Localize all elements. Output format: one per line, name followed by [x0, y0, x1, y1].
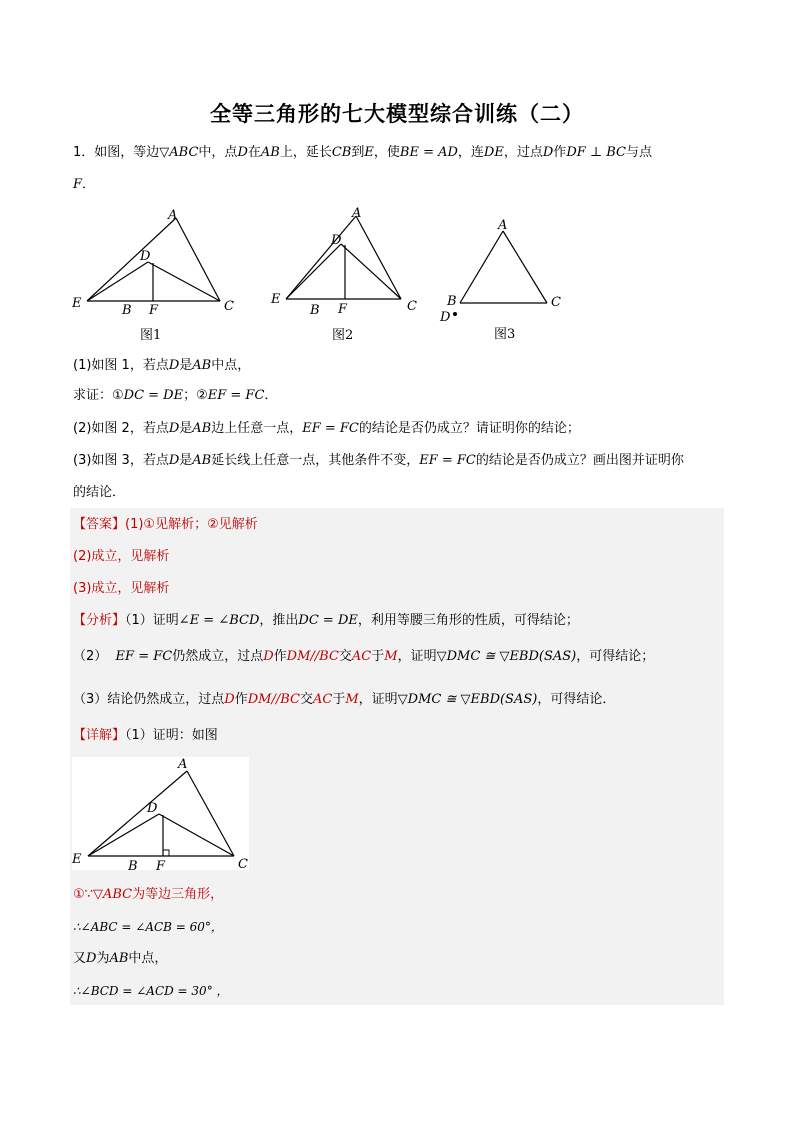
figure-1: [66, 206, 246, 346]
fig3-triangle: [460, 231, 547, 303]
text: ，证明: [397, 649, 437, 664]
question-1-line-1: [73, 357, 250, 375]
math: D: [168, 358, 180, 373]
math: E: [364, 145, 374, 160]
detail-step-3: [73, 950, 167, 968]
detail-label-C: C: [238, 857, 248, 872]
text: ，使: [373, 145, 400, 160]
fig1-label-D: D: [140, 249, 151, 264]
text: (2)成立，见解析: [73, 549, 170, 564]
math: EF = FC: [302, 421, 359, 436]
detail-line-1: [73, 727, 218, 745]
detail-step-4: [73, 982, 229, 1000]
math: AC: [313, 692, 333, 707]
math: CB: [331, 145, 352, 160]
detail-triangle: [88, 771, 234, 856]
text: 边上任意一点，: [211, 421, 303, 436]
fig3-side-AB: [460, 231, 503, 303]
text: 中点，: [211, 358, 251, 373]
question-1-line-2: [73, 387, 277, 405]
math: AB: [192, 421, 212, 436]
text: (1)①见解析；②见解析: [125, 517, 258, 532]
text: 作: [273, 649, 287, 664]
text: ，连: [457, 145, 484, 160]
fig2-label-A: A: [352, 206, 362, 221]
text: 又: [73, 951, 87, 966]
math: EF = FC: [115, 649, 173, 664]
question-3-line-1: [73, 452, 684, 470]
math: DM//BC: [286, 649, 339, 664]
detail-segment-DE: [88, 814, 159, 856]
math: ▽ABC: [92, 887, 133, 902]
text: 的结论是否仍成立？请证明你的结论；: [358, 421, 580, 436]
text: 在: [247, 145, 261, 160]
detail-figure: [72, 757, 249, 874]
answer-line-3: [73, 580, 169, 598]
math: DF ⊥ BC: [566, 145, 626, 160]
text: ①∵: [73, 887, 93, 902]
math: EF = FC: [207, 388, 265, 403]
text: ．: [82, 177, 96, 192]
detail-step-1: [73, 886, 223, 904]
text: 交: [299, 692, 313, 707]
fig2-label-D: D: [331, 233, 342, 248]
text: (3)如图 3，若点: [73, 453, 169, 468]
text: ，利用等腰三角形的性质，可得结论；: [357, 613, 579, 628]
math: D: [86, 951, 97, 966]
fig2-caption: 图2: [332, 328, 354, 343]
fig1-label-C: C: [224, 299, 234, 314]
fig2-label-B: B: [310, 303, 320, 318]
fig2-label-E: E: [271, 292, 281, 307]
text: (2)如图 2，若点: [73, 421, 169, 436]
math: AB: [109, 951, 129, 966]
detail-right-angle-mark: [163, 850, 169, 856]
math: ∴∠BCD = ∠ACD = 30° ，: [73, 984, 229, 998]
math: EF = FC: [419, 453, 476, 468]
detail-step-2: [73, 918, 223, 936]
math: D: [542, 145, 554, 160]
analysis-line-1: [73, 612, 579, 630]
fig3-caption: 图3: [494, 327, 516, 342]
problem-line-1: [73, 144, 652, 162]
text: 是: [179, 453, 193, 468]
analysis-line-2: [73, 648, 654, 666]
math: DM//BC: [247, 692, 300, 707]
detail-label-A: A: [178, 757, 188, 772]
text: 为: [96, 951, 110, 966]
text: 作: [234, 692, 248, 707]
answer-tag: 【答案】: [73, 517, 126, 532]
math: D: [224, 692, 235, 707]
math: DC = DE: [298, 613, 358, 628]
text: ．: [264, 388, 278, 403]
math: ▽DMC ≅ ▽EBD(SAS): [436, 649, 577, 664]
fig1-segment-DE: [87, 262, 148, 301]
detail-label-F: F: [156, 859, 166, 874]
fig1-label-A: A: [168, 208, 178, 223]
fig2-side-AC: [356, 216, 401, 299]
fig3-side-AC: [503, 231, 547, 303]
text: 到: [351, 145, 365, 160]
text: （1）证明: [125, 613, 179, 628]
math: M: [345, 692, 359, 707]
math: ▽ABC: [159, 145, 199, 160]
text: ，推出: [259, 613, 299, 628]
fig1-label-E: E: [72, 296, 82, 311]
math: BE = AD: [399, 145, 458, 160]
math: AC: [351, 649, 372, 664]
math: AB: [192, 453, 212, 468]
question-3-line-2: [73, 484, 125, 502]
fig1-caption: 图1: [140, 328, 162, 343]
text: ，可得结论；: [576, 649, 655, 664]
math: DE: [483, 145, 504, 160]
problem-line-2: [73, 176, 95, 194]
math: D: [168, 453, 180, 468]
text: 的结论是否仍成立？画出图并证明你: [475, 453, 684, 468]
analysis-tag: 【分析】: [73, 613, 126, 628]
detail-label-B: B: [128, 859, 138, 874]
text: 的结论．: [73, 485, 126, 500]
answer-line-1: [73, 516, 258, 534]
figure-3: [437, 215, 567, 345]
text: 中点，: [128, 951, 168, 966]
math: D: [237, 145, 248, 160]
text: 是: [179, 358, 193, 373]
fig2-triangle: [286, 216, 401, 299]
fig2-label-C: C: [407, 299, 417, 314]
text: （3）结论仍然成立，过点: [73, 692, 225, 707]
math: D: [263, 649, 274, 664]
question-2: [73, 420, 580, 438]
text: 为等边三角形，: [132, 887, 224, 902]
math: AB: [260, 145, 280, 160]
math: ∴∠ABC = ∠ACB = 60°，: [73, 920, 223, 934]
text: (3)成立，见解析: [73, 581, 170, 596]
page-title: 全等三角形的七大模型综合训练（二）: [210, 102, 584, 126]
text: 仍然成立，过点: [172, 649, 264, 664]
detail-side-AB: [88, 771, 187, 856]
math: M: [384, 649, 398, 664]
fig3-label-A: A: [498, 218, 508, 233]
detail-label-E: E: [72, 852, 82, 867]
text: 与点: [626, 145, 653, 160]
fig1-label-B: B: [122, 303, 132, 318]
text: 于: [371, 649, 385, 664]
fig3-point-D: [453, 312, 457, 316]
figure-2: [266, 204, 426, 346]
fig2-label-F: F: [338, 302, 348, 317]
math: ∠E = ∠BCD: [178, 613, 260, 628]
fig3-label-D: D: [440, 310, 451, 325]
math: ▽DMC ≅ ▽EBD(SAS): [397, 692, 538, 707]
fig1-label-F: F: [149, 303, 159, 318]
analysis-line-3: [73, 691, 615, 709]
detail-label-D: D: [147, 801, 158, 816]
text: 交: [338, 649, 352, 664]
answer-line-2: [73, 548, 169, 566]
math: AB: [192, 358, 212, 373]
text: 于: [332, 692, 346, 707]
text: 延长线上任意一点，其他条件不变，: [211, 453, 420, 468]
fig3-label-C: C: [551, 295, 561, 310]
text: 是: [179, 421, 193, 436]
text: (1)如图 1，若点: [73, 358, 169, 373]
text: ，可得结论．: [537, 692, 616, 707]
text: 上，延长: [279, 145, 332, 160]
fig1-triangle: [87, 218, 220, 301]
math: DC = DE: [123, 388, 184, 403]
fig2-segment-DC: [341, 244, 401, 299]
fig1-side-AB: [87, 218, 176, 301]
text: （1）证明：如图: [125, 728, 218, 743]
text: 中，点: [198, 145, 238, 160]
text: ，过点: [503, 145, 543, 160]
fig2-segment-DE: [286, 244, 341, 299]
text: ，证明: [358, 692, 398, 707]
detail-tag: 【详解】: [73, 728, 126, 743]
text: 1．如图，等边: [73, 145, 160, 160]
fig3-label-B: B: [447, 294, 457, 309]
text: （2）: [73, 649, 108, 664]
text: ；②: [183, 388, 208, 403]
math: F: [73, 177, 83, 192]
math: D: [168, 421, 180, 436]
text: 作: [553, 145, 567, 160]
text: 求证：①: [73, 388, 124, 403]
